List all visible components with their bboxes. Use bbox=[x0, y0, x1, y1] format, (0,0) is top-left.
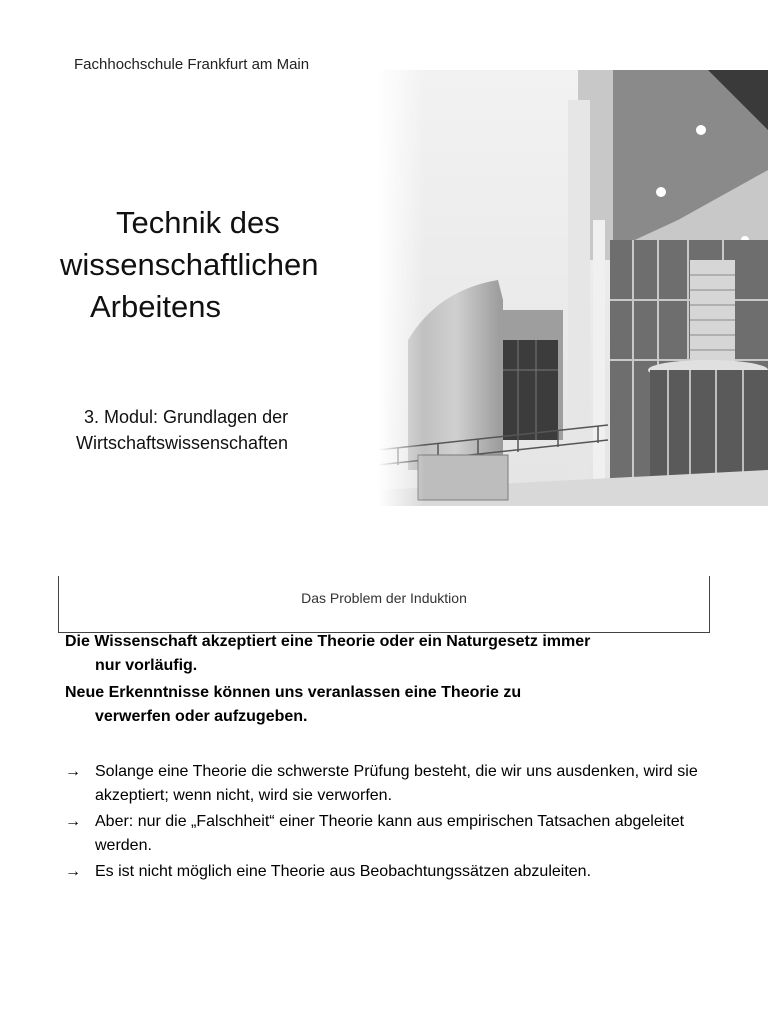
bullet-list bbox=[65, 760, 725, 886]
institution-name: Fachhochschule Frankfurt am Main bbox=[74, 56, 310, 73]
document-title bbox=[60, 202, 380, 328]
bullet-item bbox=[65, 860, 725, 884]
slide-heading-box bbox=[58, 576, 710, 633]
bullet-text: Solange eine Theorie die schwerste Prüfung besteht, die wir uns ausdenken, wird sie akzeptiert; wenn nicht, wird sie verworfen. bbox=[95, 763, 698, 804]
subtitle-line: Wirtschaftswissenschaften bbox=[76, 433, 289, 453]
statement-paragraph bbox=[65, 630, 725, 678]
title-line: Arbeitens bbox=[90, 289, 221, 324]
title-line: Technik des bbox=[116, 205, 280, 240]
statement-paragraph bbox=[65, 681, 725, 729]
statement-line: verwerfen oder aufzugeben. bbox=[95, 708, 308, 725]
statement-line: Neue Erkenntnisse können uns veranlassen eine Theorie zu bbox=[65, 684, 522, 701]
right-arrow-icon: → bbox=[65, 763, 81, 780]
building-photo bbox=[378, 70, 768, 506]
bullet-text: Aber: nur die „Falschheit“ einer Theorie kann aus empirischen Tatsachen abgeleitet werden. bbox=[95, 813, 685, 854]
slide-heading: Das Problem der Induktion bbox=[301, 590, 467, 606]
bullet-item bbox=[65, 760, 725, 808]
statement-line: Die Wissenschaft akzeptiert eine Theorie oder ein Naturgesetz immer bbox=[65, 633, 591, 650]
document-subtitle bbox=[76, 404, 376, 456]
bullet-item bbox=[65, 810, 725, 858]
right-arrow-icon: → bbox=[65, 863, 81, 880]
statement-line: nur vorläufig. bbox=[95, 657, 198, 674]
right-arrow-icon: → bbox=[65, 813, 81, 830]
title-line: wissenschaftlichen bbox=[60, 247, 319, 282]
subtitle-line: 3. Modul: Grundlagen der bbox=[84, 407, 289, 427]
bullet-text: Es ist nicht möglich eine Theorie aus Beobachtungssätzen abzuleiten. bbox=[95, 863, 592, 880]
